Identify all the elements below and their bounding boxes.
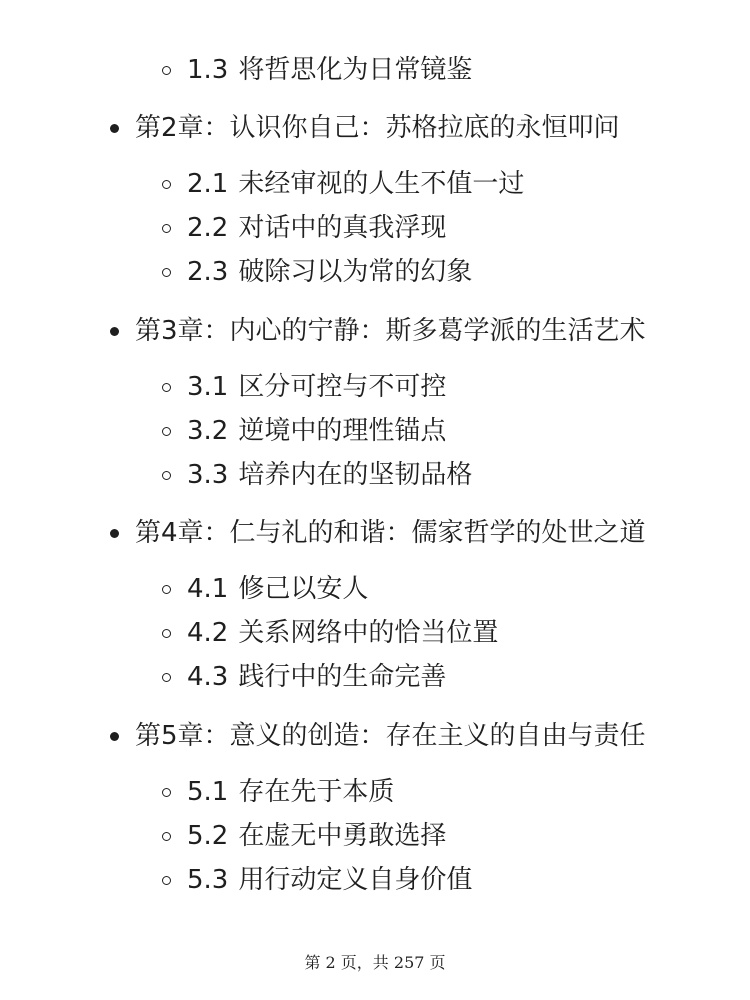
- toc-chapter-3: [110, 311, 646, 351]
- circle-bullet-icon: [162, 832, 171, 841]
- section-title: 修己以安人: [238, 574, 369, 604]
- section-number: 4.1: [187, 574, 229, 604]
- circle-bullet-icon: [162, 268, 171, 277]
- section-number: 1.3: [187, 55, 229, 85]
- toc-section-3-3: [162, 455, 472, 495]
- toc-section-5-1: [162, 772, 394, 812]
- toc-section-5-3: [162, 860, 472, 900]
- chapter-title: 第5章：意义的创造：存在主义的自由与责任: [135, 721, 646, 751]
- section-number: 5.2: [187, 821, 229, 851]
- toc-section-2-2: [162, 208, 446, 248]
- section-number: 3.3: [187, 460, 229, 490]
- section-title: 用行动定义自身价值: [238, 865, 473, 895]
- section-title: 关系网络中的恰当位置: [238, 618, 499, 648]
- circle-bullet-icon: [162, 673, 171, 682]
- section-title: 未经审视的人生不值一过: [238, 169, 525, 199]
- section-title: 培养内在的坚韧品格: [238, 460, 473, 490]
- toc-section-4-1: [162, 569, 368, 609]
- disc-bullet-icon: [110, 529, 119, 538]
- circle-bullet-icon: [162, 224, 171, 233]
- section-title: 破除习以为常的幻象: [238, 257, 473, 287]
- toc-chapter-5: [110, 716, 646, 756]
- circle-bullet-icon: [162, 66, 171, 75]
- circle-bullet-icon: [162, 180, 171, 189]
- toc-section-4-2: [162, 613, 498, 653]
- section-number: 2.2: [187, 213, 229, 243]
- toc-chapter-2: [110, 108, 620, 148]
- section-title: 在虚无中勇敢选择: [238, 821, 447, 851]
- section-title: 区分可控与不可控: [238, 372, 447, 402]
- chapter-title: 第3章：内心的宁静：斯多葛学派的生活艺术: [135, 316, 646, 346]
- toc-section-5-2: [162, 816, 446, 856]
- disc-bullet-icon: [110, 124, 119, 133]
- disc-bullet-icon: [110, 732, 119, 741]
- section-number: 2.1: [187, 169, 229, 199]
- circle-bullet-icon: [162, 383, 171, 392]
- circle-bullet-icon: [162, 427, 171, 436]
- disc-bullet-icon: [110, 327, 119, 336]
- chapter-title: 第2章：认识你自己：苏格拉底的永恒叩问: [135, 113, 620, 143]
- section-number: 4.2: [187, 618, 229, 648]
- toc-section-3-2: [162, 411, 446, 451]
- section-number: 2.3: [187, 257, 229, 287]
- section-number: 5.3: [187, 865, 229, 895]
- circle-bullet-icon: [162, 471, 171, 480]
- section-number: 4.3: [187, 662, 229, 692]
- toc-chapter-4: [110, 513, 646, 553]
- circle-bullet-icon: [162, 629, 171, 638]
- section-title: 将哲思化为日常镜鉴: [238, 55, 473, 85]
- toc-section-1-3: [162, 50, 472, 90]
- chapter-title: 第4章：仁与礼的和谐：儒家哲学的处世之道: [135, 518, 646, 548]
- section-title: 逆境中的理性锚点: [238, 416, 447, 446]
- toc-section-2-3: [162, 252, 472, 292]
- circle-bullet-icon: [162, 876, 171, 885]
- section-number: 3.2: [187, 416, 229, 446]
- toc-section-3-1: [162, 367, 446, 407]
- section-number: 3.1: [187, 372, 229, 402]
- section-number: 5.1: [187, 777, 229, 807]
- section-title: 践行中的生命完善: [238, 662, 447, 692]
- section-title: 存在先于本质: [238, 777, 395, 807]
- page-number-footer: 第 2 页，共 257 页: [304, 953, 446, 972]
- circle-bullet-icon: [162, 585, 171, 594]
- toc-section-4-3: [162, 657, 446, 697]
- circle-bullet-icon: [162, 788, 171, 797]
- section-title: 对话中的真我浮现: [238, 213, 447, 243]
- toc-section-2-1: [162, 164, 524, 204]
